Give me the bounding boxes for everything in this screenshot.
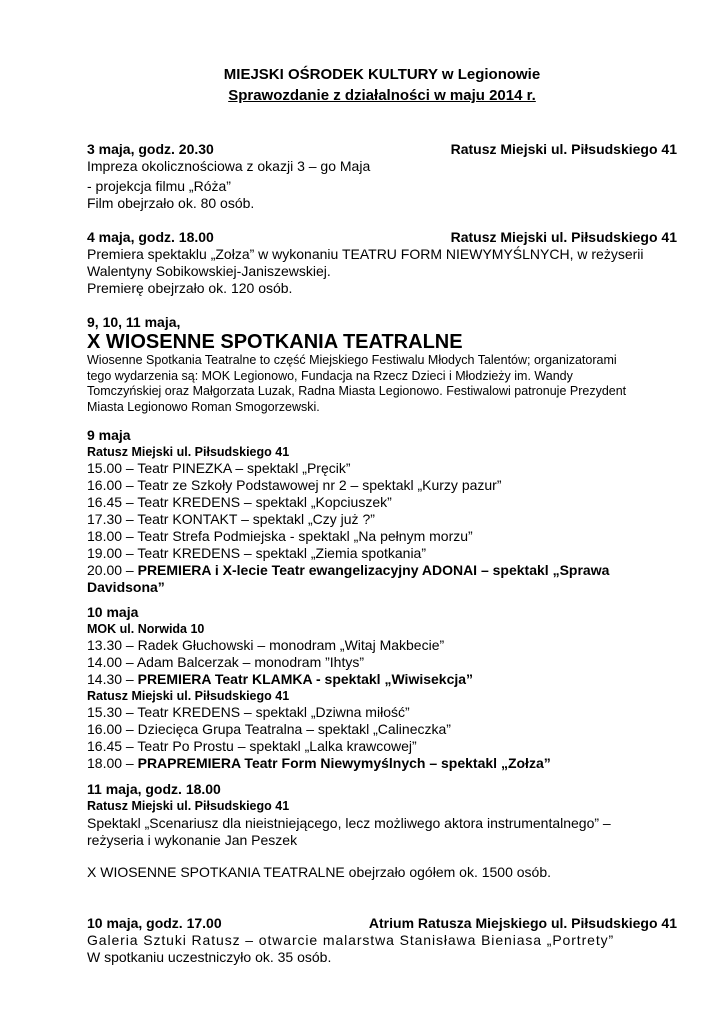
last-event-place: Atrium Ratusza Miejskiego ul. Piłsudskiego 41 — [368, 915, 677, 931]
day10-item3-time: 14.30 – — [87, 671, 138, 687]
event2-line2: Walentyny Sobikowskiej-Janiszewskiej. — [87, 263, 331, 279]
document-subtitle: Sprawozdanie z działalności w maju 2014 r. — [228, 87, 536, 104]
event2-date: 4 maja, godz. 18.00 — [87, 229, 214, 245]
document-title: MIEJSKI OŚRODEK KULTURY w Legionowie — [223, 66, 541, 83]
day9-last-bold: PREMIERA i X-lecie Teatr ewangelizacyjny ADONAI – spektakl „Sprawa — [137, 562, 610, 578]
day9-item: 19.00 – Teatr KREDENS – spektakl „Ziemia spotkania” — [87, 545, 427, 561]
event1-place: Ratusz Miejski ul. Piłsudskiego 41 — [450, 141, 677, 157]
event1-line1: Impreza okolicznościowa z okazji 3 – go Maja — [87, 158, 371, 174]
event2-place: Ratusz Miejski ul. Piłsudskiego 41 — [450, 229, 677, 245]
day10-venue2: Ratusz Miejski ul. Piłsudskiego 41 — [87, 689, 290, 703]
day10-item7-bold: PRAPREMIERA Teatr Form Niewymyślnych – spektakl „Zołza” — [137, 755, 551, 771]
day11-line2: reżyseria i wykonanie Jan Peszek — [87, 832, 298, 848]
day10-item: 13.30 – Radek Głuchowski – monodram „Witaj Makbecie” — [87, 637, 445, 653]
day9-item: 16.00 – Teatr ze Szkoły Podstawowej nr 2 – spektakl „Kurzy pazur” — [87, 477, 502, 493]
event2-date-row — [87, 229, 677, 246]
last-event-date: 10 maja, godz. 17.00 — [87, 915, 222, 931]
festival-summary: X WIOSENNE SPOTKANIA TEATRALNE obejrzało ogółem ok. 1500 osób. — [87, 864, 552, 880]
day10-item: 16.00 – Dziecięca Grupa Teatralna – spektakl „Calineczka” — [87, 721, 451, 737]
last-event-line2: W spotkaniu uczestniczyło ok. 35 osób. — [87, 949, 332, 965]
festival-dates: 9, 10, 11 maja, — [87, 314, 181, 330]
day9-last-item — [87, 562, 677, 579]
day9-item: 16.45 – Teatr KREDENS – spektakl „Kopciuszek” — [87, 494, 392, 510]
event2-line3: Premierę obejrzało ok. 120 osób. — [87, 280, 293, 296]
day9-item: 18.00 – Teatr Strefa Podmiejska - spektakl „Na pełnym morzu” — [87, 528, 473, 544]
event1-date-row — [87, 141, 677, 158]
festival-desc-line3: Tomczyńskiej oraz Małgorzata Luzak, Radna Miasta Legionowo. Festiwalowi patronuje Prezydent — [87, 384, 627, 398]
event1-line3: Film obejrzało ok. 80 osób. — [87, 195, 255, 211]
last-event-line1: Galeria Sztuki Ratusz – otwarcie malarstwa Stanisława Bieniasa „Portrety” — [87, 932, 615, 948]
day10-heading: 10 maja — [87, 604, 139, 620]
day9-heading: 9 maja — [87, 427, 131, 443]
day9-item: 15.00 – Teatr PINEZKA – spektakl „Pręcik” — [87, 460, 351, 476]
day11-line1: Spektakl „Scenariusz dla nieistniejącego, lecz możliwego aktora instrumentalnego” – — [87, 815, 611, 831]
day10-item: 14.00 – Adam Balcerzak – monodram ”Ihtys” — [87, 654, 365, 670]
day9-item: 17.30 – Teatr KONTAKT – spektakl „Czy już ?” — [87, 511, 375, 527]
day10-item7-time: 18.00 – — [87, 755, 138, 771]
day11-heading: 11 maja, godz. 18.00 — [87, 781, 221, 797]
event1-date: 3 maja, godz. 20.30 — [87, 141, 214, 157]
day11-venue: Ratusz Miejski ul. Piłsudskiego 41 — [87, 799, 290, 813]
day10-item-premiere — [87, 671, 677, 688]
festival-desc-line1: Wiosenne Spotkania Teatralne to część Miejskiego Festiwalu Młodych Talentów; organizatorami — [87, 353, 617, 367]
event2-line1: Premiera spektaklu „Zołza” w wykonaniu TEATRU FORM NIEWYMYŚLNYCH, w reżyserii — [87, 246, 644, 262]
festival-desc-line4: Miasta Legionowo Roman Smogorzewski. — [87, 399, 320, 414]
day10-item: 15.30 – Teatr KREDENS – spektakl „Dziwna miłość” — [87, 704, 410, 720]
day10-venue1: MOK ul. Norwida 10 — [87, 622, 205, 636]
event1-line2: - projekcja filmu „Róża” — [87, 178, 231, 194]
day10-item: 16.45 – Teatr Po Prostu – spektakl „Lalka krawcowej” — [87, 738, 417, 754]
day9-last-time: 20.00 – — [87, 562, 138, 578]
festival-description — [87, 353, 687, 415]
last-event-date-row — [87, 915, 677, 932]
day10-item-prapremiere — [87, 755, 677, 772]
festival-title: X WIOSENNE SPOTKANIA TEATRALNE — [87, 331, 463, 353]
day9-last-bold-cont: Davidsona” — [87, 579, 165, 595]
festival-desc-line2: tego wydarzenia są: MOK Legionowo, Fundacja na Rzecz Dzieci i Młodzieży im. Wandy — [87, 368, 573, 383]
day10-item3-bold: PREMIERA Teatr KLAMKA - spektakl „Wiwisekcja” — [137, 671, 474, 687]
day9-venue: Ratusz Miejski ul. Piłsudskiego 41 — [87, 445, 290, 459]
